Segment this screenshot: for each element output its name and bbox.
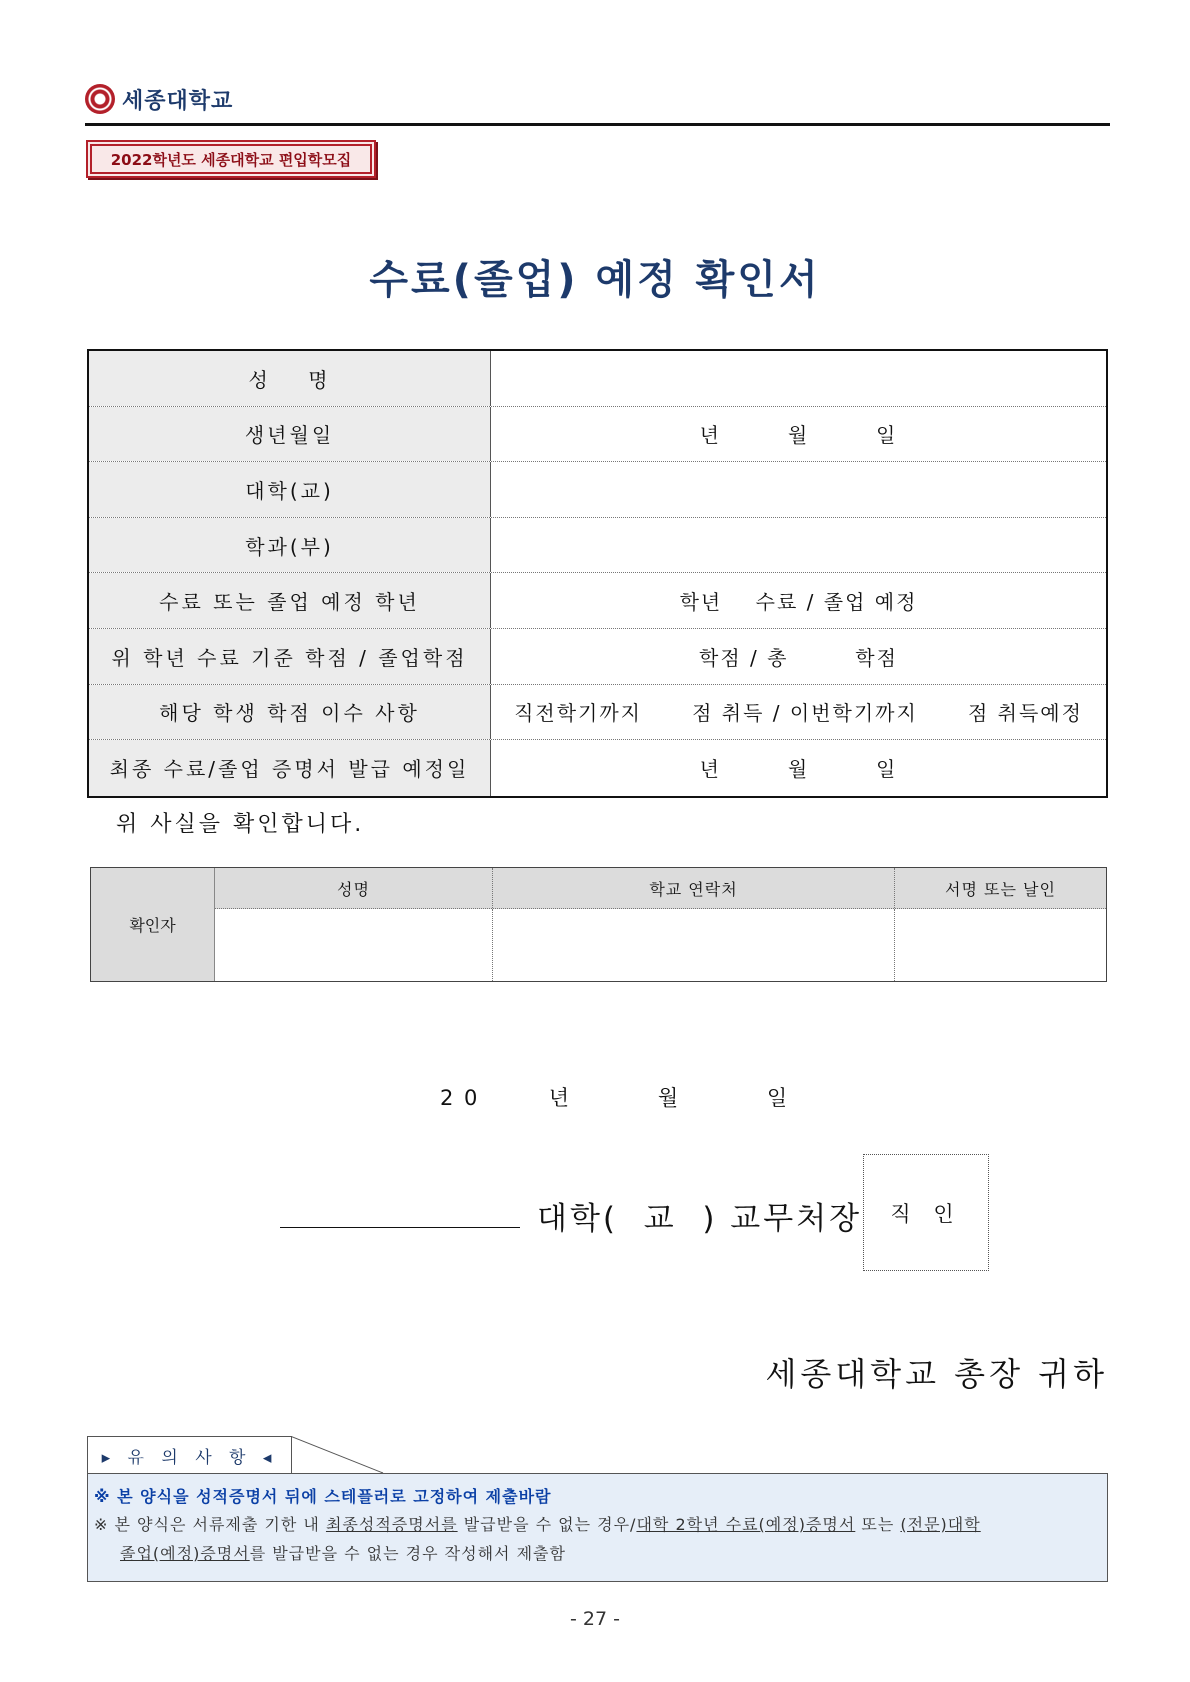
confirmer-signature-field[interactable] xyxy=(895,909,1106,981)
notice-line-1: ※ 본 양식을 성적증명서 뒤에 스테플러로 고정하여 제출바람 xyxy=(94,1487,552,1506)
official-seal-box[interactable]: 직 인 xyxy=(863,1154,989,1271)
admission-badge: 2022학년도 세종대학교 편입학모집 xyxy=(86,140,376,178)
notice-underline: (전문)대학 xyxy=(900,1515,981,1534)
confirmer-header-row xyxy=(215,868,1106,909)
form-field-certificate-date[interactable]: 년 월 일 xyxy=(699,757,898,782)
confirmer-contact-field[interactable] xyxy=(493,909,895,981)
university-name: 세종대학교 xyxy=(122,89,234,114)
form-field-department[interactable] xyxy=(491,518,1106,573)
form-row-credit-requirement xyxy=(89,629,1106,685)
notice-text: ※ 본 양식은 서류제출 기한 내 xyxy=(94,1515,326,1534)
document-title: 수료(졸업) 예정 확인서 xyxy=(369,257,821,303)
form-label: 최종 수료/졸업 증명서 발급 예정일 xyxy=(89,740,491,796)
notice-box xyxy=(87,1473,1108,1582)
form-label: 위 학년 수료 기준 학점 / 졸업학점 xyxy=(89,629,491,684)
form-label: 학과(부) xyxy=(89,518,491,573)
confirmation-statement: 위 사실을 확인합니다. xyxy=(116,812,365,837)
registrar-title: 대학( 교 ) 교무처장 xyxy=(537,1201,863,1237)
notice-underline: 졸업(예정)증명서 xyxy=(120,1544,250,1563)
form-field-credits-earned[interactable]: 직전학기까지 점 취득 / 이번학기까지 점 취득예정 xyxy=(514,701,1083,726)
notice-underline: 최종성적증명서를 xyxy=(325,1515,458,1534)
confirmer-table xyxy=(90,867,1107,982)
notice-text: 또는 xyxy=(855,1515,901,1534)
notice-tab: ▸ 유 의 사 항 ◂ xyxy=(87,1436,292,1474)
form-field-credit-requirement[interactable]: 학점 / 총 학점 xyxy=(699,645,898,670)
form-row-department xyxy=(89,518,1106,574)
confirmer-label: 확인자 xyxy=(91,868,215,981)
notice-tab-slope xyxy=(290,1436,385,1474)
addressee: 세종대학교 총장 귀하 xyxy=(765,1355,1108,1393)
notice-text: 발급받을 수 없는 경우/ xyxy=(457,1515,637,1534)
header-divider xyxy=(85,123,1110,126)
form-row-university xyxy=(89,462,1106,518)
form-label: 해당 학생 학점 이수 사항 xyxy=(89,685,491,740)
confirmer-body xyxy=(215,868,1106,981)
university-seal-logo xyxy=(85,84,115,114)
form-row-certificate-date xyxy=(89,740,1106,796)
issue-date-line[interactable]: 2 0 년 월 일 xyxy=(440,1086,790,1110)
confirmer-col-signature: 서명 또는 날인 xyxy=(945,879,1056,899)
notice-line-3 xyxy=(94,1539,1099,1568)
notice-underline: 대학 2학년 수료(예정)증명서 xyxy=(636,1515,856,1534)
form-row-name xyxy=(89,351,1106,407)
applicant-form-table xyxy=(87,349,1108,798)
confirmer-col-contact: 학교 연락처 xyxy=(493,868,895,908)
form-label: 수료 또는 졸업 예정 학년 xyxy=(89,573,491,628)
form-row-birthdate xyxy=(89,407,1106,463)
form-field-university[interactable] xyxy=(491,462,1106,517)
confirmer-input-row xyxy=(215,909,1106,981)
form-row-expected-year xyxy=(89,573,1106,629)
form-label: 대학(교) xyxy=(89,462,491,517)
confirmer-col-name: 성명 xyxy=(215,868,493,908)
notice-line-2 xyxy=(94,1510,1099,1568)
form-field-birthdate[interactable]: 년 월 일 xyxy=(699,423,898,448)
page-number: - 27 - xyxy=(570,1608,620,1630)
form-field-expected-year[interactable]: 학년 수료 / 졸업 예정 xyxy=(679,590,918,615)
notice-text: 를 발급받을 수 없는 경우 작성해서 제출함 xyxy=(249,1544,566,1563)
university-name-blank[interactable] xyxy=(280,1227,520,1228)
form-label: 생년월일 xyxy=(89,407,491,462)
form-label: 성 명 xyxy=(89,351,491,406)
form-row-credits-earned xyxy=(89,685,1106,741)
confirmer-name-field[interactable] xyxy=(215,909,493,981)
form-field-name[interactable] xyxy=(491,351,1106,406)
